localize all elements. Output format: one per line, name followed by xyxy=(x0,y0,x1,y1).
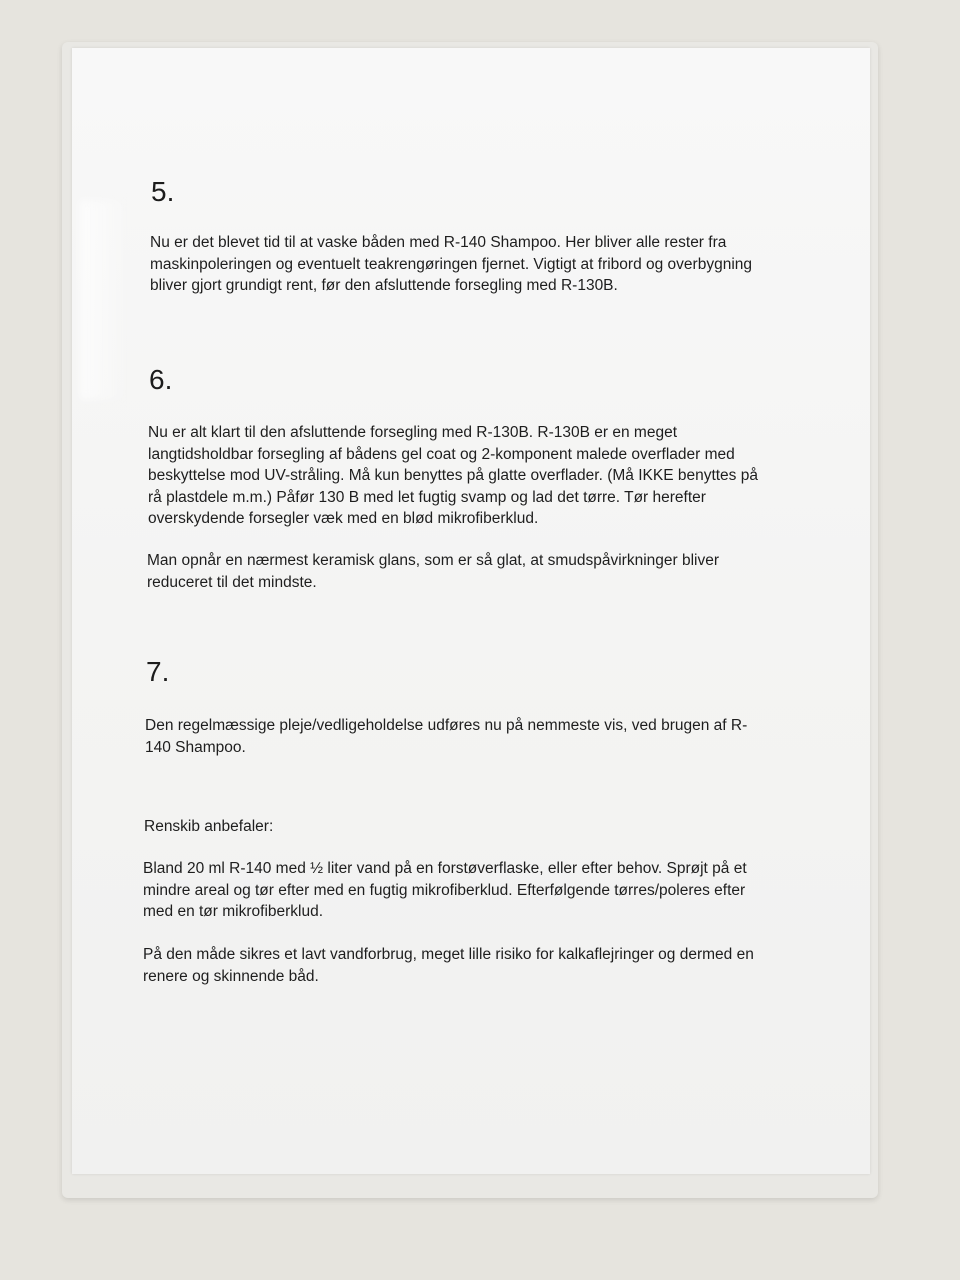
paragraph xyxy=(145,715,747,758)
text-line: mindre areal og tør efter med en fugtig mikrofiberklud. Efterfølgende tørres/poleres efter xyxy=(143,881,746,899)
text-line: bliver gjort grundigt rent, før den afsluttende forsegling med R-130B. xyxy=(150,277,618,294)
text-line: På den måde sikres et lavt vandforbrug, meget lille risiko for kalkaflejringer og dermed en xyxy=(143,946,754,963)
text-line: reduceret til det mindste. xyxy=(147,573,317,591)
text-line: renere og skinnende båd. xyxy=(143,967,319,985)
text-line: maskinpoleringen og eventuelt teakrengøringen fjernet. Vigtigt at fribord og overbygning xyxy=(150,255,753,273)
recommendation-heading: Renskib anbefaler: xyxy=(144,818,274,835)
text-line: rå plastdele m.m.) Påfør 130 B med let fugtig svamp og lad det tørre. Tør herefter xyxy=(148,488,706,506)
document-page xyxy=(72,48,870,1174)
section-number: 5. xyxy=(151,176,175,207)
text-line: 140 Shampoo. xyxy=(145,738,246,756)
light-glare xyxy=(80,200,130,400)
section-number: 6. xyxy=(149,364,173,395)
text-line: Den regelmæssige pleje/vedligeholdelse udføres nu på nemmeste vis, ved brugen af R- xyxy=(145,717,748,734)
text-line: langtidsholdbar forsegling af bådens gel coat og 2-komponent malede overflader med xyxy=(148,445,735,463)
text-line: beskyttelse mod UV-stråling. Må kun benyttes på glatte overflader. (Må IKKE benyttes på xyxy=(148,467,758,484)
text-line: Man opnår en nærmest keramisk glans, som er så glat, at smudspåvirkninger bliver xyxy=(147,552,720,569)
text-line: Nu er det blevet tid til at vaske båden med R-140 Shampoo. Her bliver alle rester fra xyxy=(150,234,727,251)
paragraph xyxy=(143,944,754,987)
paragraph xyxy=(148,422,758,530)
paragraph xyxy=(150,232,752,297)
paragraph xyxy=(147,550,719,593)
text-line: Bland 20 ml R-140 med ½ liter vand på en forstøverflaske, eller efter behov. Sprøjt på et xyxy=(143,860,747,877)
text-line: med en tør mikrofiberklud. xyxy=(143,903,324,920)
section-number: 7. xyxy=(146,656,170,687)
paragraph xyxy=(143,858,747,923)
text-line: overskydende forsegler væk med en blød mikrofiberklud. xyxy=(148,510,539,527)
text-line: Nu er alt klart til den afsluttende forsegling med R-130B. R-130B er en meget xyxy=(148,424,677,441)
